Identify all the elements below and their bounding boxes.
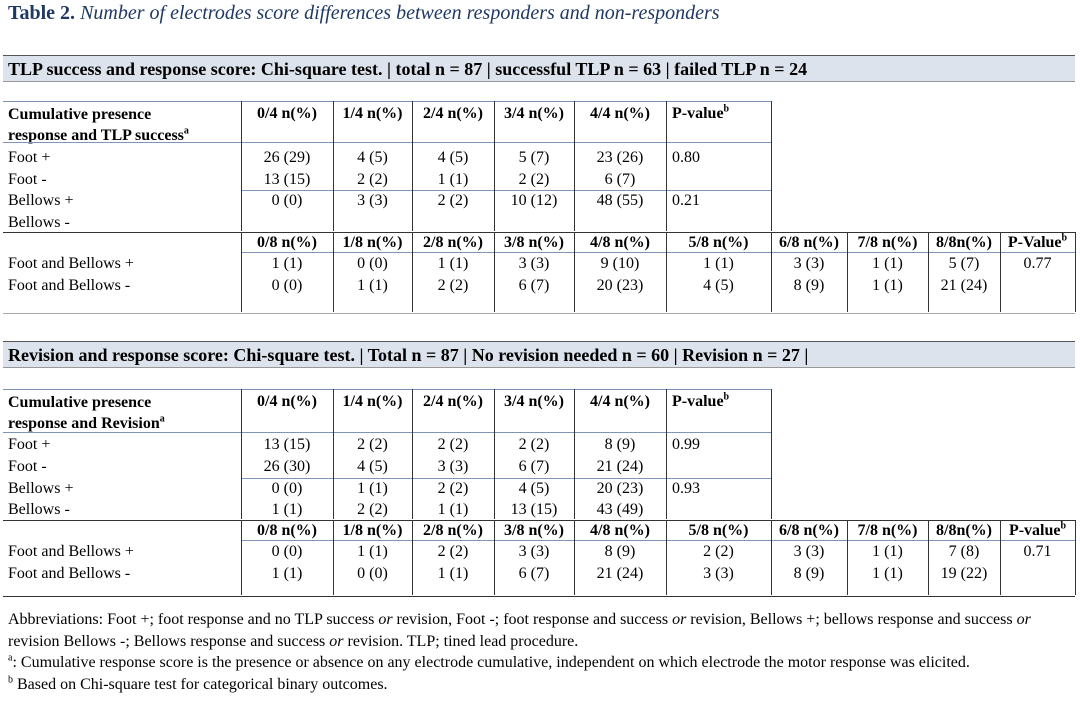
abbreviations-note bbox=[8, 609, 1076, 652]
column-header: 3/4 n(%) bbox=[504, 393, 564, 410]
footnote-mark: b bbox=[1061, 232, 1068, 244]
row-rule bbox=[241, 540, 1075, 541]
data-cell: 6 (7) bbox=[518, 565, 550, 582]
data-cell: 1 (1) bbox=[271, 565, 303, 582]
data-cell: 20 (23) bbox=[596, 480, 644, 497]
data-cell: 1 (1) bbox=[872, 255, 903, 272]
column-header: 7/8 n(%) bbox=[857, 522, 918, 539]
section2-heading: Revision and response score: Chi-square test. | Total n = 87 | No revision needed n = 60 | Revision n = 27 | bbox=[3, 341, 1075, 368]
column-rule bbox=[241, 101, 242, 231]
data-cell: 4 (5) bbox=[437, 149, 469, 166]
data-cell: 1 (1) bbox=[437, 255, 469, 272]
data-cell: 26 (30) bbox=[263, 458, 311, 475]
column-header: 0/4 n(%) bbox=[257, 393, 317, 410]
column-header: 2/4 n(%) bbox=[423, 393, 483, 410]
data-cell: 1 (1) bbox=[872, 565, 903, 582]
row-rule bbox=[3, 596, 1075, 597]
row-rule bbox=[241, 190, 771, 191]
data-cell: 0 (0) bbox=[271, 277, 303, 294]
table-title bbox=[8, 2, 720, 25]
column-header: 2/8 n(%) bbox=[423, 522, 483, 539]
column-rule bbox=[771, 520, 772, 595]
row-label: Foot + bbox=[8, 436, 51, 453]
data-cell: 2 (2) bbox=[437, 436, 469, 453]
data-cell: 1 (1) bbox=[703, 255, 734, 272]
data-cell: 2 (2) bbox=[437, 277, 469, 294]
data-cell: 3 (3) bbox=[793, 255, 825, 272]
column-rule bbox=[1000, 232, 1001, 312]
column-rule bbox=[412, 232, 413, 312]
row-label: Foot and Bellows - bbox=[8, 565, 131, 582]
table-label: Table 2. bbox=[8, 2, 76, 24]
data-cell: 1 (1) bbox=[437, 501, 469, 518]
data-cell: 2 (2) bbox=[357, 436, 388, 453]
column-header: 3/4 n(%) bbox=[504, 105, 564, 122]
row-label: Bellows - bbox=[8, 501, 70, 518]
data-cell: 2 (2) bbox=[357, 501, 388, 518]
row-header-line: Cumulative presence bbox=[8, 394, 152, 411]
footnote-a bbox=[8, 652, 1076, 674]
column-header: P-value$^b$ bbox=[1008, 520, 1067, 539]
column-rule bbox=[412, 101, 413, 231]
column-rule bbox=[241, 389, 242, 519]
data-cell: 4 (5) bbox=[357, 149, 388, 166]
row-label: Foot and Bellows + bbox=[8, 543, 134, 560]
table-caption: Number of electrodes score differences between responders and non-responders bbox=[80, 2, 720, 24]
data-cell: 5 (7) bbox=[518, 149, 550, 166]
row-rule bbox=[3, 101, 771, 102]
column-header: 0/8 n(%) bbox=[257, 234, 317, 251]
data-cell: 43 (49) bbox=[596, 501, 644, 518]
column-rule bbox=[771, 389, 772, 519]
data-cell: 21 (24) bbox=[596, 458, 644, 475]
data-cell: 2 (2) bbox=[518, 171, 550, 188]
row-header bbox=[8, 392, 165, 434]
data-cell: 0 (0) bbox=[357, 565, 388, 582]
data-cell: 1 (1) bbox=[357, 543, 388, 560]
data-cell: 13 (15) bbox=[510, 501, 558, 518]
data-cell: 8 (9) bbox=[604, 543, 636, 560]
column-header: 1/8 n(%) bbox=[342, 522, 403, 539]
data-cell: 1 (1) bbox=[872, 543, 903, 560]
data-cell: 4 (5) bbox=[518, 480, 550, 497]
column-header: 8/8n(%) bbox=[936, 234, 992, 251]
data-cell: 6 (7) bbox=[518, 277, 550, 294]
footnote-text: : Cumulative response score is the presence or absence on any electrode cumulative, independent on which electrode the motor response was elicited. bbox=[12, 654, 970, 671]
row-label: Bellows - bbox=[8, 214, 70, 231]
column-header: 6/8 n(%) bbox=[779, 234, 839, 251]
column-rule bbox=[666, 520, 667, 595]
column-header: 4/4 n(%) bbox=[590, 393, 650, 410]
column-header: P-value$^b$ bbox=[672, 391, 730, 410]
footnote-b bbox=[8, 674, 1076, 696]
column-rule bbox=[771, 232, 772, 312]
data-cell: 2 (2) bbox=[703, 543, 734, 560]
column-header: 1/4 n(%) bbox=[342, 105, 403, 122]
data-cell: 0 (0) bbox=[271, 192, 303, 209]
data-cell: 21 (24) bbox=[596, 565, 644, 582]
data-cell: 21 (24) bbox=[940, 277, 988, 294]
row-rule bbox=[241, 252, 1075, 253]
data-cell: 2 (2) bbox=[437, 480, 469, 497]
footnote-mark: b bbox=[1060, 520, 1067, 532]
column-header: 3/8 n(%) bbox=[504, 234, 564, 251]
data-cell: 0 (0) bbox=[357, 255, 388, 272]
column-rule bbox=[412, 389, 413, 519]
column-header: 6/8 n(%) bbox=[779, 522, 839, 539]
column-header: 2/8 n(%) bbox=[423, 234, 483, 251]
data-cell: 4 (5) bbox=[357, 458, 388, 475]
section1-heading: TLP success and response score: Chi-square test. | total n = 87 | successful TLP n = 63 | failed TLP n = 24 bbox=[3, 55, 1075, 82]
column-rule bbox=[494, 101, 495, 231]
data-cell: 1 (1) bbox=[357, 480, 388, 497]
p-value-cell: 0.99 bbox=[672, 436, 700, 453]
row-header-line bbox=[8, 413, 165, 434]
column-rule bbox=[928, 520, 929, 595]
data-cell: 23 (26) bbox=[596, 149, 644, 166]
data-cell: 1 (1) bbox=[357, 277, 388, 294]
data-cell: 3 (3) bbox=[703, 565, 734, 582]
column-rule bbox=[847, 520, 848, 595]
abbrev-text: revision, Bellows +; bellows response and success bbox=[686, 611, 1017, 628]
data-cell: 1 (1) bbox=[437, 565, 469, 582]
column-rule bbox=[666, 389, 667, 519]
data-cell: 3 (3) bbox=[793, 543, 825, 560]
abbrev-text: revision Bellows -; Bellows response and success bbox=[8, 632, 330, 650]
column-rule bbox=[666, 232, 667, 312]
column-header: 4/8 n(%) bbox=[590, 522, 650, 539]
data-cell: 7 (8) bbox=[948, 543, 980, 560]
row-rule bbox=[3, 432, 771, 433]
row-header-line: Cumulative presence bbox=[8, 106, 152, 123]
column-header: 4/4 n(%) bbox=[590, 105, 650, 122]
column-rule bbox=[574, 101, 575, 231]
abbrev-or: or bbox=[378, 611, 393, 628]
data-cell: 1 (1) bbox=[271, 501, 303, 518]
column-header: 1/8 n(%) bbox=[342, 234, 403, 251]
data-cell: 5 (7) bbox=[948, 255, 980, 272]
data-cell: 3 (3) bbox=[518, 543, 550, 560]
data-cell: 3 (3) bbox=[518, 255, 550, 272]
p-value-cell: 0.80 bbox=[672, 149, 700, 166]
data-cell: 2 (2) bbox=[357, 171, 388, 188]
data-cell: 2 (2) bbox=[437, 192, 469, 209]
row-label: Foot and Bellows + bbox=[8, 255, 134, 272]
p-value-cell: 0.93 bbox=[672, 480, 700, 497]
p-value-cell: 0.77 bbox=[1023, 255, 1052, 272]
data-cell: 8 (9) bbox=[793, 277, 825, 294]
column-rule bbox=[574, 389, 575, 519]
column-header: 5/8 n(%) bbox=[688, 522, 749, 539]
data-cell: 6 (7) bbox=[604, 171, 636, 188]
data-cell: 1 (1) bbox=[437, 171, 469, 188]
column-rule bbox=[1000, 520, 1001, 595]
column-rule bbox=[771, 101, 772, 231]
column-rule bbox=[847, 232, 848, 312]
column-header: 2/4 n(%) bbox=[423, 105, 483, 122]
data-cell: 6 (7) bbox=[518, 458, 550, 475]
row-header-text: response and Revision bbox=[8, 415, 160, 432]
abbrev-text: revision. TLP; tined lead procedure. bbox=[343, 632, 579, 650]
abbrev-or: or bbox=[329, 632, 344, 650]
column-rule bbox=[1075, 232, 1076, 312]
column-rule bbox=[333, 232, 334, 312]
row-rule bbox=[3, 142, 771, 143]
row-rule bbox=[3, 389, 771, 390]
footnote-mark: b bbox=[723, 103, 730, 115]
data-cell: 1 (1) bbox=[271, 255, 303, 272]
column-rule bbox=[574, 232, 575, 312]
row-label: Bellows + bbox=[8, 480, 74, 497]
row-header bbox=[8, 104, 189, 146]
footnote-mark: b bbox=[8, 674, 13, 686]
abbrev-text: Abbreviations: Foot +; foot response and no TLP success bbox=[8, 611, 379, 628]
column-rule bbox=[412, 520, 413, 595]
data-cell: 0 (0) bbox=[271, 480, 303, 497]
column-rule bbox=[333, 520, 334, 595]
data-cell: 2 (2) bbox=[437, 543, 469, 560]
column-header: 1/4 n(%) bbox=[342, 393, 403, 410]
data-cell: 20 (23) bbox=[596, 277, 644, 294]
column-header: 0/8 n(%) bbox=[257, 522, 317, 539]
column-rule bbox=[494, 232, 495, 312]
data-cell: 8 (9) bbox=[604, 436, 636, 453]
p-value-cell: 0.71 bbox=[1023, 543, 1052, 560]
row-rule bbox=[3, 232, 1075, 233]
data-cell: 4 (5) bbox=[703, 277, 734, 294]
abbrev-text: revision, Foot -; foot response and success bbox=[392, 611, 673, 628]
column-rule bbox=[494, 520, 495, 595]
row-label: Foot - bbox=[8, 458, 47, 475]
section-divider bbox=[3, 313, 1075, 314]
column-rule bbox=[241, 232, 242, 312]
footnote-mark: a bbox=[8, 652, 13, 664]
footnote-mark: b bbox=[723, 391, 730, 403]
footnote-text: Based on Chi-square test for categorical binary outcomes. bbox=[13, 675, 388, 693]
column-rule bbox=[241, 520, 242, 595]
column-header: 0/4 n(%) bbox=[257, 105, 317, 122]
column-header: P-value$^b$ bbox=[672, 103, 730, 122]
row-label: Foot + bbox=[8, 149, 51, 166]
data-cell: 3 (3) bbox=[357, 192, 388, 209]
data-cell: 8 (9) bbox=[793, 565, 825, 582]
row-rule bbox=[3, 520, 1075, 521]
row-rule bbox=[241, 478, 771, 479]
data-cell: 1 (1) bbox=[872, 277, 903, 294]
column-header: P-Value$^b$ bbox=[1007, 232, 1068, 251]
abbrev-or: or bbox=[1016, 611, 1031, 628]
row-header-text: response and TLP success bbox=[8, 127, 184, 144]
data-cell: 13 (15) bbox=[263, 171, 311, 188]
footnotes bbox=[8, 609, 1076, 695]
data-cell: 13 (15) bbox=[263, 436, 311, 453]
data-cell: 0 (0) bbox=[271, 543, 303, 560]
data-cell: 2 (2) bbox=[518, 436, 550, 453]
data-cell: 3 (3) bbox=[437, 458, 469, 475]
data-cell: 10 (12) bbox=[510, 192, 558, 209]
column-rule bbox=[494, 389, 495, 519]
footnote-mark: a bbox=[159, 413, 165, 425]
column-header: 8/8n(%) bbox=[936, 522, 992, 539]
row-label: Foot - bbox=[8, 171, 47, 188]
column-header: 3/8 n(%) bbox=[504, 522, 564, 539]
column-header: 7/8 n(%) bbox=[857, 234, 918, 251]
data-cell: 9 (10) bbox=[600, 255, 640, 272]
column-rule bbox=[333, 101, 334, 231]
column-rule bbox=[333, 389, 334, 519]
column-rule bbox=[666, 101, 667, 231]
abbrev-or: or bbox=[672, 611, 687, 628]
row-label: Bellows + bbox=[8, 192, 74, 209]
row-label: Foot and Bellows - bbox=[8, 277, 131, 294]
p-value-cell: 0.21 bbox=[672, 192, 700, 209]
footnote-mark: a bbox=[183, 125, 189, 137]
column-rule bbox=[1075, 520, 1076, 595]
column-header: 4/8 n(%) bbox=[590, 234, 650, 251]
data-cell: 26 (29) bbox=[263, 149, 311, 166]
column-rule bbox=[928, 232, 929, 312]
data-cell: 19 (22) bbox=[940, 565, 988, 582]
data-cell: 48 (55) bbox=[596, 192, 644, 209]
column-header: 5/8 n(%) bbox=[688, 234, 749, 251]
column-rule bbox=[574, 520, 575, 595]
